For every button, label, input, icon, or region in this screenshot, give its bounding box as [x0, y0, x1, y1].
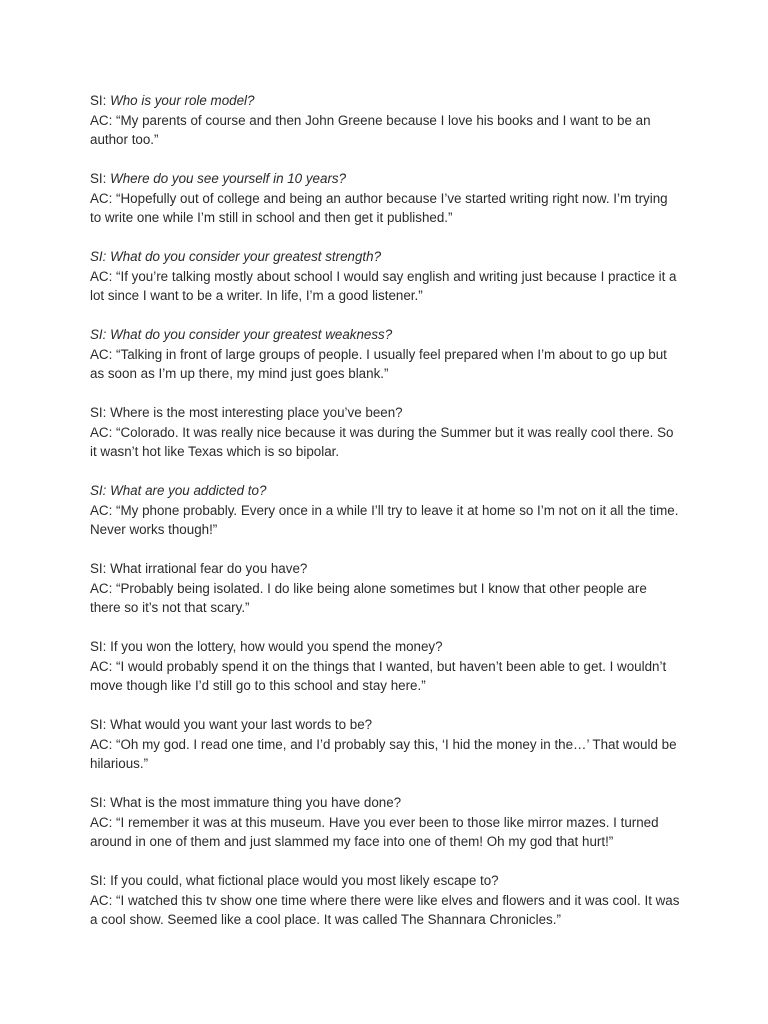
answer: AC: “I would probably spend it on the things that I wanted, but haven’t been able to get. I wouldn’t move though like I’d still go to this school and stay here.”	[90, 658, 667, 693]
question-prefix: SI:	[90, 405, 111, 420]
question-text: Where do you see yourself in 10 years?	[110, 171, 347, 186]
question-text: What do you consider your greatest weakness?	[110, 327, 393, 342]
question-prefix: SI:	[90, 639, 111, 654]
question-prefix: SI:	[90, 171, 111, 186]
question	[90, 559, 680, 579]
question	[90, 403, 680, 423]
answer: AC: “I watched this tv show one time where there were like elves and flowers and it was cool. It was a cool show. Seemed like a cool place. It was called The Shannara Chronicles.”	[90, 892, 680, 927]
answer: AC: “I remember it was at this museum. Have you ever been to those like mirror mazes. I turned around in one of them and just slammed my face into one of them! Oh my god that hurt!”	[90, 814, 659, 849]
interview-document	[90, 91, 680, 949]
question-prefix: SI:	[90, 561, 111, 576]
question	[90, 481, 680, 501]
question-text: If you won the lottery, how would you spend the money?	[110, 639, 443, 654]
question-prefix: SI:	[90, 717, 111, 732]
question	[90, 637, 680, 657]
question	[90, 247, 680, 267]
question	[90, 169, 680, 189]
qa-block-interesting-place	[90, 403, 680, 462]
qa-block-lottery	[90, 637, 680, 696]
question-prefix: SI:	[90, 483, 111, 498]
question-text: Where is the most interesting place you’ve been?	[110, 405, 403, 420]
question-prefix: SI:	[90, 249, 111, 264]
question-text: Who is your role model?	[110, 93, 255, 108]
answer: AC: “Colorado. It was really nice because it was during the Summer but it was really cool there. So it wasn’t hot like Texas which is so bipolar.	[90, 424, 674, 459]
answer: AC: “My phone probably. Every once in a while I’ll try to leave it at home so I’m not on it all the time. Never works though!”	[90, 502, 679, 537]
qa-block-irrational-fear	[90, 559, 680, 618]
qa-block-last-words	[90, 715, 680, 774]
question-prefix: SI:	[90, 795, 111, 810]
question-prefix: SI:	[90, 327, 111, 342]
question	[90, 91, 680, 111]
qa-block-fictional-place	[90, 871, 680, 930]
question-text: What are you addicted to?	[110, 483, 267, 498]
qa-block-strength	[90, 247, 680, 306]
answer: AC: “Talking in front of large groups of people. I usually feel prepared when I’m about to go up but as soon as I’m up there, my mind just goes blank.”	[90, 346, 667, 381]
question	[90, 871, 680, 891]
question-text: What is the most immature thing you have done?	[110, 795, 402, 810]
qa-block-immature	[90, 793, 680, 852]
qa-block-weakness	[90, 325, 680, 384]
answer: AC: “If you’re talking mostly about school I would say english and writing just because I practice it a lot since I want to be a writer. In life, I’m a good listener.”	[90, 268, 677, 303]
question-text: If you could, what fictional place would you most likely escape to?	[110, 873, 499, 888]
question	[90, 793, 680, 813]
qa-block-ten-years	[90, 169, 680, 228]
question-prefix: SI:	[90, 873, 111, 888]
question-text: What would you want your last words to be?	[110, 717, 373, 732]
qa-block-addicted	[90, 481, 680, 540]
question	[90, 325, 680, 345]
question-prefix: SI:	[90, 93, 111, 108]
answer: AC: “Oh my god. I read one time, and I’d probably say this, ‘I hid the money in the…’ That would be hilarious.”	[90, 736, 677, 771]
answer: AC: “Probably being isolated. I do like being alone sometimes but I know that other people are there so it’s not that scary.”	[90, 580, 647, 615]
answer: AC: “Hopefully out of college and being an author because I’ve started writing right now. I’m trying to write one while I’m still in school and then get it published.”	[90, 190, 668, 225]
answer: AC: “My parents of course and then John Greene because I love his books and I want to be an author too.”	[90, 112, 651, 147]
qa-block-role-model	[90, 91, 680, 150]
question-text: What irrational fear do you have?	[110, 561, 308, 576]
question	[90, 715, 680, 735]
question-text: What do you consider your greatest strength?	[110, 249, 382, 264]
